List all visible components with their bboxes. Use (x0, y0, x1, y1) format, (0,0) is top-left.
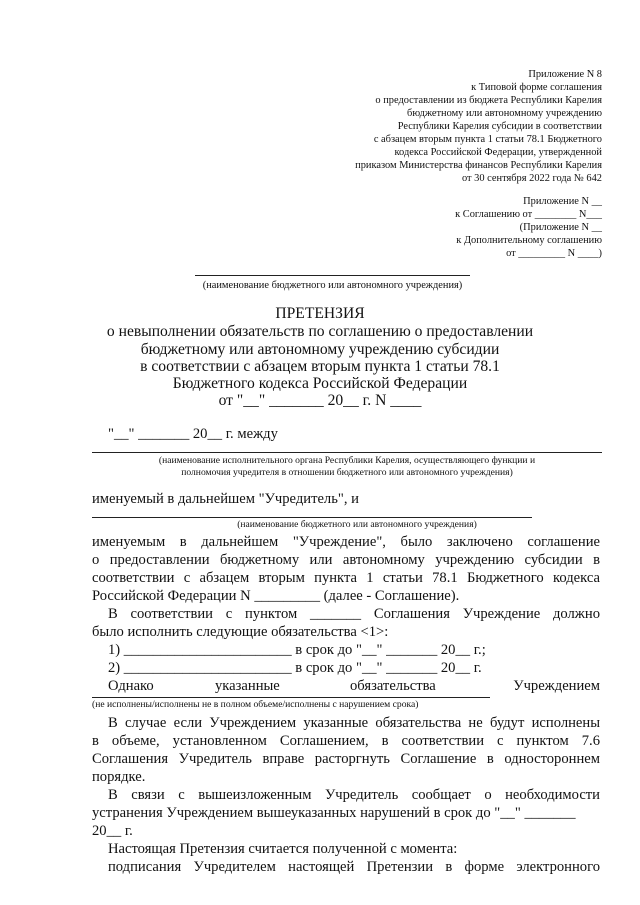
para3-line: В случае если Учреждением указанные обязательства не будут исполнены (108, 715, 600, 731)
however-word: Учреждением (513, 678, 600, 694)
appendix-line: Приложение N 8 (528, 69, 602, 80)
page-title: ПРЕТЕНЗИЯ (275, 305, 365, 322)
para3-line: порядке. (92, 769, 146, 785)
para4-line: В связи с вышеизложенным Учредитель сообщает о необходимости (108, 787, 600, 803)
agreement-line: к Соглашению от ________ N___ (455, 209, 602, 220)
subtitle-line: от "__" _______ 20__ г. N ____ (218, 392, 422, 409)
para4-line: 20__ г. (92, 823, 133, 839)
appendix-line: от 30 сентября 2022 года № 642 (461, 173, 602, 184)
para2-line: было исполнить следующие обязательства <1>: (92, 624, 389, 640)
subtitle-line: Бюджетного кодекса Российской Федерации (172, 375, 468, 392)
para5: Настоящая Претензия считается полученной с момента: (108, 841, 458, 857)
para1-line: именуемым в дальнейшем "Учреждение", было заключено соглашение (92, 534, 600, 550)
subtitle-line: о невыполнении обязательств по соглашению о предоставлении (106, 323, 534, 340)
agreement-line: от _________ N ____) (506, 248, 602, 259)
date-line: "__" _______ 20__ г. между (108, 426, 278, 442)
para1-line: соответствии с абзацем вторым пункта 1 статьи 78.1 Бюджетного кодекса (92, 570, 600, 586)
obligation-item: 2) _______________________ в срок до "__" _______ 20__ г. (108, 660, 482, 676)
para1-line: о предоставлении бюджетному или автономному учреждению субсидии в (92, 552, 600, 568)
founder-caption: полномочия учредителя в отношении бюджетного или автономного учреждения) (181, 467, 513, 478)
institution-name-line (195, 275, 470, 276)
appendix-line: о предоставлении из бюджета Республики Карелия (375, 95, 602, 106)
appendix-line: к Типовой форме соглашения (471, 82, 602, 93)
however-word: обязательства (350, 678, 436, 694)
founder-caption: (наименование исполнительного органа Республики Карелия, осуществляющего функции и (158, 455, 536, 466)
however-caption: (не исполнены/исполнены не в полном объеме/исполнены с нарушением срока) (92, 699, 419, 710)
para4-line: устранения Учреждением вышеуказанных нарушений в срок до "__" _______ (92, 805, 576, 821)
para3-line: Соглашения Учредитель вправе расторгнуть Соглашение в одностороннем (92, 751, 600, 767)
para2-line: В соответствии с пунктом _______ Соглашения Учреждение должно (108, 606, 600, 622)
appendix-line: с абзацем вторым пункта 1 статьи 78.1 Бюджетного (373, 134, 602, 145)
institution-name-line-2 (92, 517, 532, 518)
agreement-line: (Приложение N __ (519, 222, 602, 233)
agreement-line: Приложение N __ (523, 196, 602, 207)
obligation-item: 1) _______________________ в срок до "__" _______ 20__ г.; (108, 642, 486, 658)
founder-name-line (92, 452, 602, 453)
para6: подписания Учредителем настоящей Претензии в форме электронного (108, 859, 600, 875)
para1-line: Российской Федерации N _________ (далее - Соглашение). (92, 588, 460, 604)
appendix-line: приказом Министерства финансов Республики Карелия (355, 160, 602, 171)
however-word: Однако (108, 678, 154, 694)
agreement-line: к Дополнительному соглашению (456, 235, 602, 246)
subtitle-line: в соответствии с абзацем вторым пункта 1 статьи 78.1 (140, 358, 500, 375)
subtitle-line: бюджетному или автономному учреждению субсидии (140, 341, 500, 358)
however-blank-line (92, 697, 490, 698)
appendix-line: бюджетному или автономному учреждению (407, 108, 602, 119)
institution-caption-2: (наименование бюджетного или автономного учреждения) (237, 519, 477, 530)
para3-line: в объеме, установленном Соглашением, в соответствии с пунктом 7.6 (92, 733, 600, 749)
however-word: указанные (215, 678, 280, 694)
appendix-line: Республики Карелия субсидии в соответствии (397, 121, 602, 132)
institution-caption: (наименование бюджетного или автономного учреждения) (202, 280, 463, 291)
appendix-line: кодекса Российской Федерации, утвержденной (394, 147, 602, 158)
founder-named: именуемый в дальнейшем "Учредитель", и (92, 491, 359, 507)
